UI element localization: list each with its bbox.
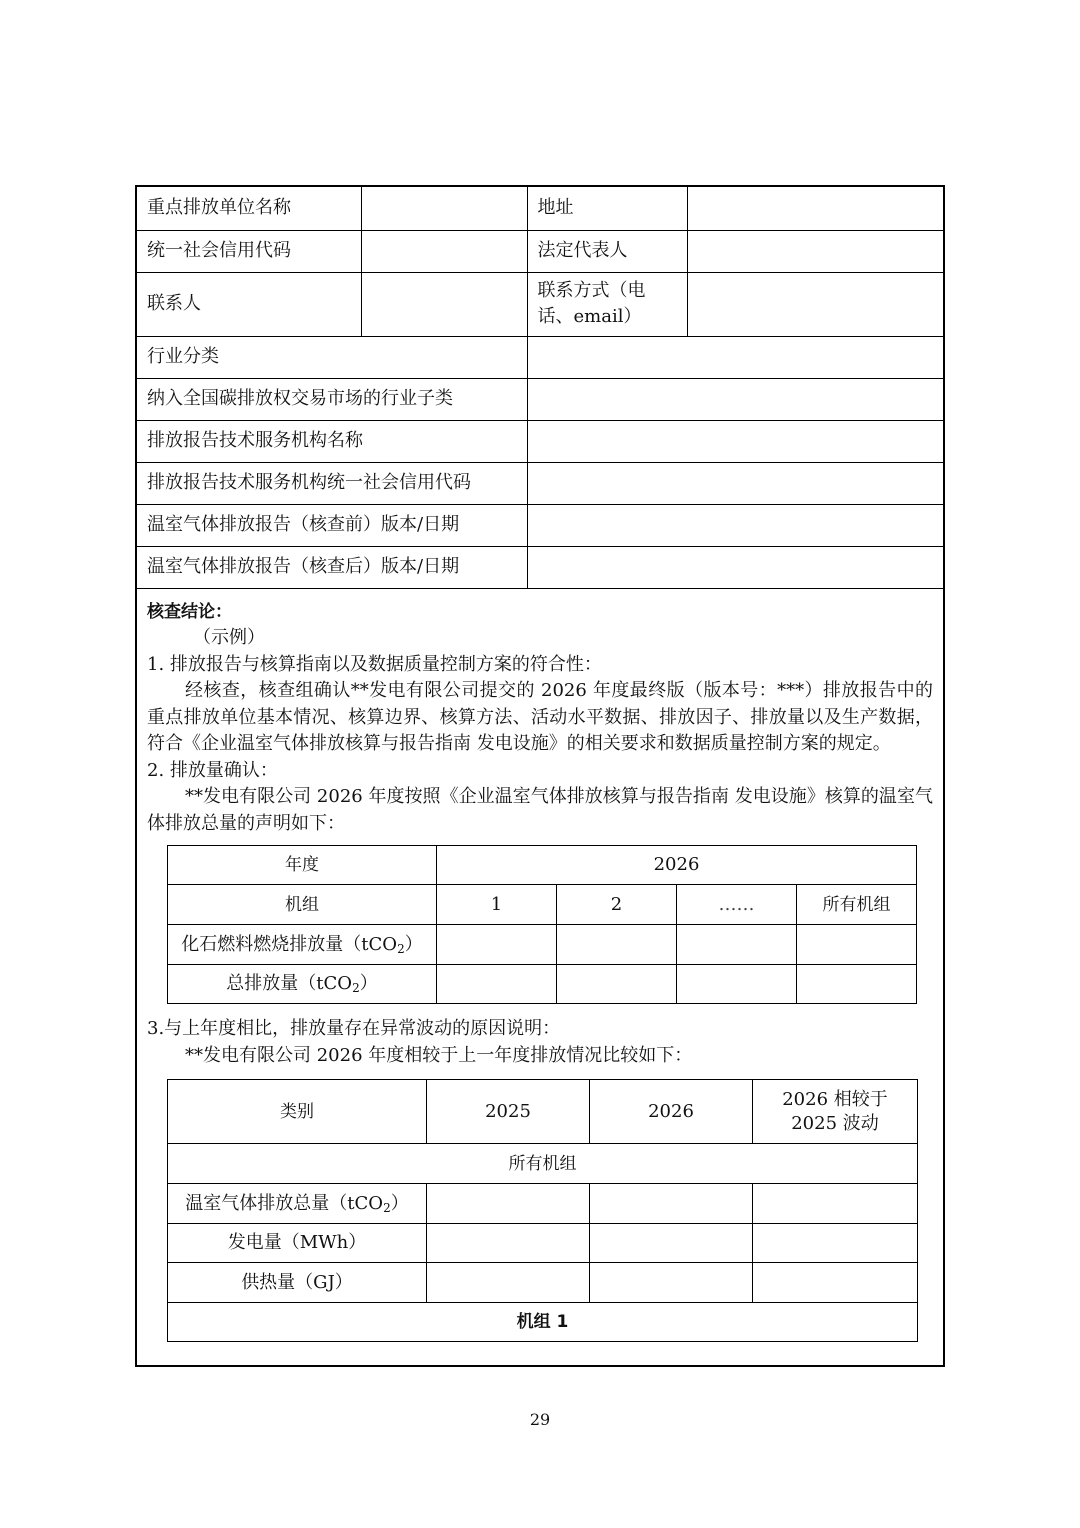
item3-title: 3.与上年度相比，排放量存在异常波动的原因说明： [147,1018,561,1039]
cell [427,1263,590,1303]
cell [797,965,917,1004]
table-row [168,1080,918,1144]
table-row [137,420,943,462]
contact-label: 联系人 [137,272,361,336]
cell [427,1184,590,1224]
subcategory-value [527,378,943,420]
category-label: 类别 [168,1080,427,1144]
col-2025: 2025 [427,1080,590,1144]
agency-name-label: 排放报告技术服务机构名称 [137,420,527,462]
section-all-units: 所有机组 [168,1144,918,1184]
table-row [137,546,943,588]
cell [590,1263,753,1303]
legal-rep-label: 法定代表人 [527,230,687,272]
table-row [168,1184,918,1224]
report-before-value [527,504,943,546]
table-row [168,1263,918,1303]
cell [753,1224,918,1263]
contact-method-label: 联系方式（电话、email） [527,272,687,336]
table-row [168,1303,918,1342]
credit-code-value [361,230,527,272]
fossil-emission-label: 化石燃料燃烧排放量（tCO$_2$） [168,925,437,965]
unit-2: 2 [557,885,677,925]
cell [797,925,917,965]
contact-value [361,272,527,336]
col-2026: 2026 [590,1080,753,1144]
emission-declaration-table [167,845,917,1004]
unit-label: 机组 [168,885,437,925]
verification-form [135,185,945,1367]
unit-1: 1 [437,885,557,925]
cell [557,965,677,1004]
legal-rep-value [687,230,943,272]
heat-supply-label: 供热量（GJ） [168,1263,427,1303]
agency-name-value [527,420,943,462]
table-row [137,230,943,272]
unit-all: 所有机组 [797,885,917,925]
table-row [137,378,943,420]
report-before-label: 温室气体排放报告（核查前）版本/日期 [137,504,527,546]
table-row [168,965,917,1004]
subcategory-label: 纳入全国碳排放权交易市场的行业子类 [137,378,527,420]
example-note: （示例） [193,627,265,648]
col-change: 2026 相较于 2025 波动 [753,1080,918,1144]
credit-code-label: 统一社会信用代码 [137,230,361,272]
table-row [137,336,943,378]
report-after-label: 温室气体排放报告（核查后）版本/日期 [137,546,527,588]
conclusion-section [137,589,943,1343]
power-generation-label: 发电量（MWh） [168,1224,427,1263]
table-row [168,925,917,965]
item3-body: **发电有限公司 2026 年度相较于上一年度排放情况比较如下： [185,1044,693,1066]
cell [427,1224,590,1263]
table-row [137,187,943,230]
industry-value [527,336,943,378]
unit-name-label: 重点排放单位名称 [137,187,361,230]
item1-title: 1. 排放报告与核算指南以及数据质量控制方案的符合性： [147,653,602,675]
total-emission-label: 总排放量（tCO$_2$） [168,965,437,1004]
agency-code-value [527,462,943,504]
cell [590,1184,753,1224]
ghg-total-label: 温室气体排放总量（tCO$_2$） [168,1184,427,1224]
table-row [168,1144,918,1184]
section-unit-1: 机组 1 [168,1303,918,1342]
cell [437,965,557,1004]
table-row [168,1224,918,1263]
address-value [687,187,943,230]
table-row [168,846,917,885]
item1-body: 经核查，核查组确认**发电有限公司提交的 2026 年度最终版（版本号：***）排放报告中的重点排放单位基本情况、核算边界、核算方法、活动水平数据、排放因子、排放量以及生产数据，符合《企业温室气体排放核算与报告指南 发电设施》的相关要求和数据质量控制方案的规定。 [147,680,933,754]
year-value: 2026 [437,846,917,885]
page-number: 29 [529,1410,551,1429]
unit-ellipsis: …… [677,885,797,925]
agency-code-label: 排放报告技术服务机构统一社会信用代码 [137,462,527,504]
cell [677,925,797,965]
industry-label: 行业分类 [137,336,527,378]
cell [753,1184,918,1224]
item2-title: 2. 排放量确认： [147,759,278,781]
table-row [137,462,943,504]
basic-info-table [137,187,943,589]
year-comparison-table [167,1079,918,1342]
table-row [137,272,943,336]
cell [753,1263,918,1303]
item2-body: **发电有限公司 2026 年度按照《企业温室气体排放核算与报告指南 发电设施》核算的温室气体排放总量的声明如下： [147,786,933,834]
table-row [137,504,943,546]
address-label: 地址 [527,187,687,230]
contact-method-value [687,272,943,336]
table-row [168,885,917,925]
cell [437,925,557,965]
cell [557,925,677,965]
conclusion-heading: 核查结论： [147,601,232,622]
cell [677,965,797,1004]
year-label: 年度 [168,846,437,885]
cell [590,1224,753,1263]
report-after-value [527,546,943,588]
unit-name-value [361,187,527,230]
